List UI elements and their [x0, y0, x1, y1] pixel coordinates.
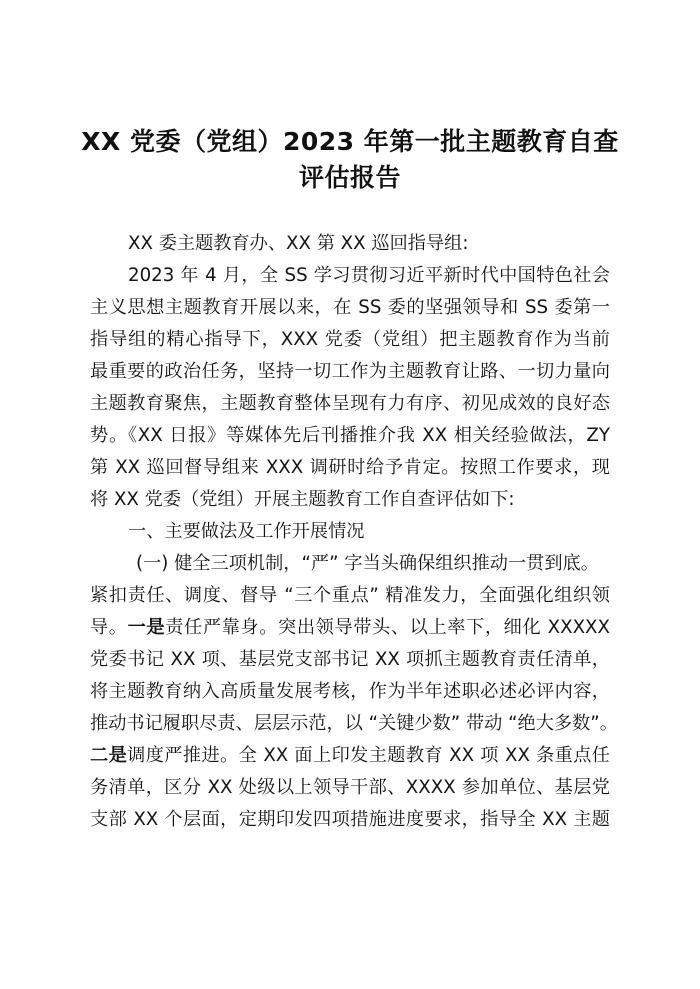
body-text: 调度严推进。全 XX 面上印发主题教育 XX 项 XX 条重点任 — [127, 745, 610, 766]
body-line: 指导组的精心指导下，XXX 党委（党组）把主题教育作为当前 — [90, 329, 610, 350]
body-line: 第 XX 巡回督导组来 XXX 调研时给予肯定。按照工作要求，现 — [90, 457, 610, 478]
section-heading: 一、主要做法及工作开展情况 — [128, 521, 365, 542]
body-line: 主义思想主题教育开展以来，在 SS 委的坚强领导和 SS 委第一 — [90, 297, 610, 318]
body-line: 势。《XX 日报》等媒体先后刊播推介我 XX 相关经验做法，ZY — [90, 425, 610, 446]
body-line: 务清单，区分 XX 处级以上领导干部、XXXX 参加单位、基层党 — [90, 777, 610, 798]
emphasis-text: 一是 — [127, 617, 166, 638]
body-line: 支部 XX 个层面，定期印发四项措施进度要求，指导全 XX 主题 — [90, 809, 610, 830]
document-title-line-2: 评估报告 — [298, 163, 401, 192]
body-line: 将 XX 党委（党组）开展主题教育工作自查评估如下: — [90, 489, 515, 510]
body-line: 最重要的政治任务，坚持一切工作为主题教育让路、一切力量向 — [90, 361, 610, 382]
body-line: 紧扣责任、调度、督导 “三个重点” 精准发力，全面强化组织领 — [90, 585, 610, 606]
salutation-line: XX 委主题教育办、XX 第 XX 巡回指导组: — [128, 233, 469, 254]
body-line — [90, 613, 610, 643]
body-line: 党委书记 XX 项、基层党支部书记 XX 项抓主题教育责任清单， — [90, 649, 610, 670]
subsection-heading: (一) 健全三项机制，“严” 字当头确保组织推动一贯到底。 — [136, 553, 599, 574]
body-line: 主题教育聚焦，主题教育整体呈现有力有序、初见成效的良好态 — [90, 393, 610, 414]
body-line: 将主题教育纳入高质量发展考核，作为半年述职必述必评内容， — [90, 681, 610, 702]
document-title-line-1: XX 党委（党组）2023 年第一批主题教育自查 — [81, 127, 619, 156]
body-text: 导。 — [90, 617, 128, 638]
body-line: 推动书记履职尽责、层层示范，以 “关键少数” 带动 “绝大多数”。 — [90, 713, 618, 734]
body-line: 2023 年 4 月，全 SS 学习贯彻习近平新时代中国特色社会 — [128, 265, 610, 286]
body-line — [90, 741, 610, 771]
body-text: 责任严靠身。突出领导带头、以上率下，细化 XXXXX — [165, 617, 610, 638]
emphasis-text: 二是 — [90, 745, 128, 766]
